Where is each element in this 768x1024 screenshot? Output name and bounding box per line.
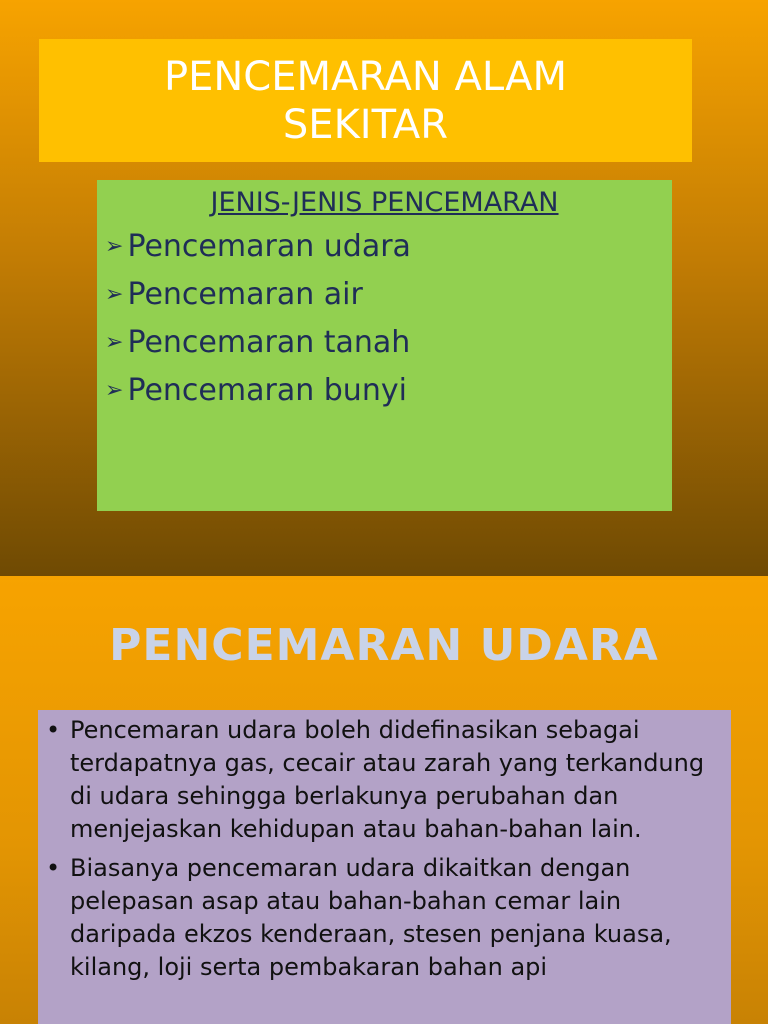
bullet-item xyxy=(46,714,721,846)
slide-2 xyxy=(0,576,768,1024)
description-box xyxy=(38,710,731,1024)
list-item xyxy=(105,271,672,319)
list-item-label: Pencemaran air xyxy=(127,277,363,312)
bullet-dot-icon: • xyxy=(46,854,61,882)
arrow-bullet-icon: ➢ xyxy=(105,234,124,259)
slide-title-line-2: SEKITAR xyxy=(282,101,449,148)
list-item xyxy=(105,223,672,271)
pollution-types-heading: JENIS-JENIS PENCEMARAN xyxy=(210,187,559,218)
slide-title-line-1: PENCEMARAN ALAM xyxy=(163,53,567,100)
bullet-dot-icon: • xyxy=(46,716,61,744)
bullet-text: Pencemaran udara boleh didefinasikan sebagai terdapatnya gas, cecair atau zarah yang terkandung di udara sehingga berlakunya perubahan dan menjejaskan kehidupan atau bahan-bahan lain. xyxy=(70,716,705,843)
slide-title-box xyxy=(39,39,692,162)
list-item xyxy=(105,367,672,415)
section-title: PENCEMARAN UDARA xyxy=(109,620,659,671)
pollution-types-box xyxy=(97,180,672,511)
list-item xyxy=(105,319,672,367)
arrow-bullet-icon: ➢ xyxy=(105,282,124,307)
arrow-bullet-icon: ➢ xyxy=(105,330,124,355)
list-item-label: Pencemaran tanah xyxy=(127,325,411,360)
arrow-bullet-icon: ➢ xyxy=(105,378,124,403)
list-item-label: Pencemaran bunyi xyxy=(127,373,407,408)
list-item-label: Pencemaran udara xyxy=(127,229,411,264)
description-bullets xyxy=(46,714,721,984)
bullet-item xyxy=(46,852,721,984)
pollution-types-list xyxy=(97,223,672,415)
bullet-text: Biasanya pencemaran udara dikaitkan dengan pelepasan asap atau bahan-bahan cemar lain daripada ekzos kenderaan, stesen penjana kuasa, kilang, loji serta pembakaran bahan api xyxy=(70,854,672,981)
